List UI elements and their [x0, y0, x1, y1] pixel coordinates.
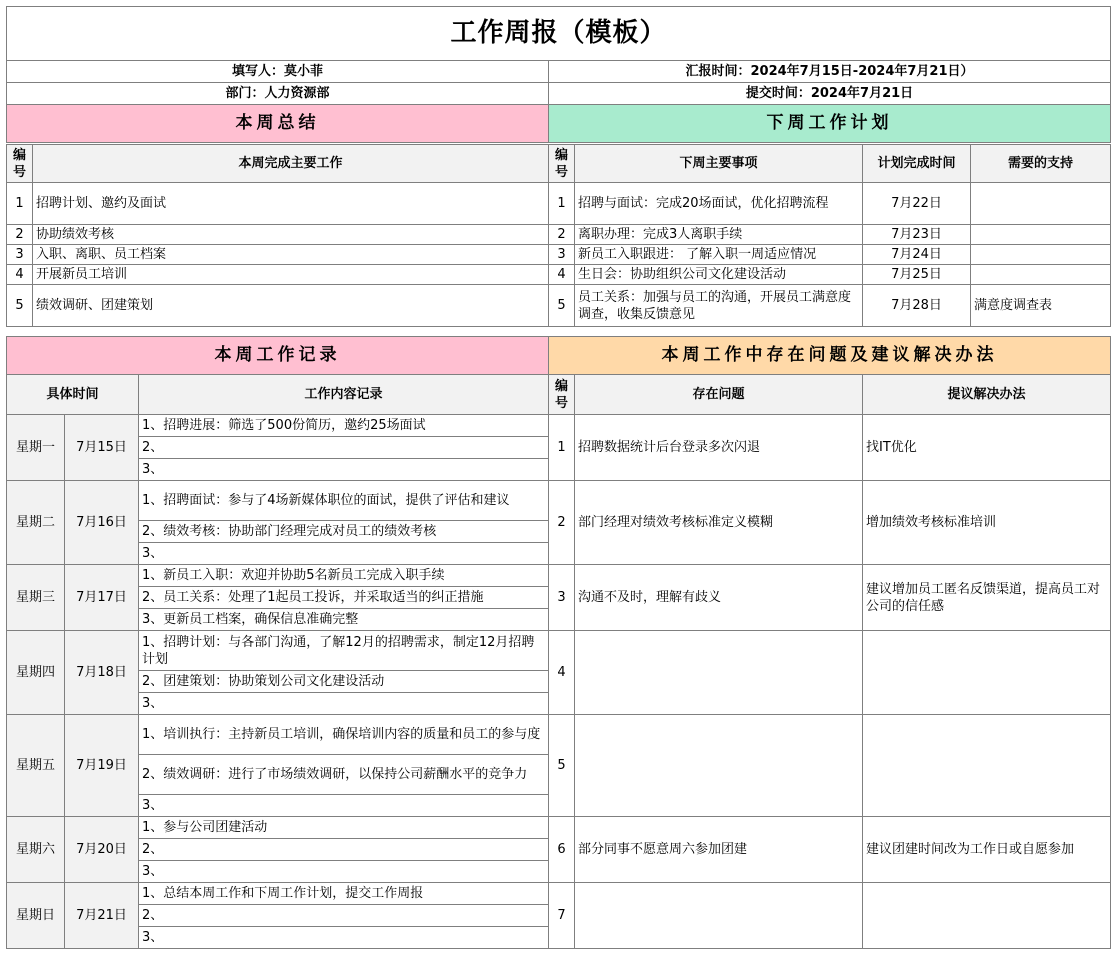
record-day: 星期一: [7, 415, 65, 481]
plan-row-item: 生日会：协助组织公司文化建设活动: [575, 265, 863, 285]
report-period-label: 汇报时间：2024年7月15日-2024年7月21日）: [549, 61, 1111, 83]
next-plan-table: [548, 144, 1111, 327]
writer-label: 填写人：莫小菲: [7, 61, 549, 83]
issues-row-problem: [575, 883, 863, 949]
plan-row-support: [971, 265, 1111, 285]
record-day: 星期四: [7, 631, 65, 715]
summary-row: [7, 245, 549, 265]
summary-row-no: 2: [7, 225, 33, 245]
section-heading-row-2: [6, 336, 1111, 375]
plan-row-time: 7月22日: [863, 183, 971, 225]
issues-row-problem: 部分同事不愿意周六参加团建: [575, 817, 863, 883]
issues-row-solution: [863, 883, 1111, 949]
record-date: 7月16日: [65, 481, 139, 565]
summary-row-work: 入职、离职、员工档案: [33, 245, 549, 265]
record-item: 3、: [139, 543, 549, 565]
summary-row: [7, 265, 549, 285]
issues-row-problem: 沟通不及时，理解有歧义: [575, 565, 863, 631]
issues-row-no: 7: [549, 883, 575, 949]
record-day: 星期日: [7, 883, 65, 949]
record-item: 1、总结本周工作和下周工作计划，提交工作周报: [139, 883, 549, 905]
record-date: 7月19日: [65, 715, 139, 817]
plan-row-no: 1: [549, 183, 575, 225]
report-header-table: [6, 6, 1111, 143]
plan-row-support: [971, 183, 1111, 225]
plan-row-support: 满意度调查表: [971, 285, 1111, 327]
section-record-heading: 本周工作记录: [7, 337, 549, 375]
issues-row: [549, 481, 1111, 565]
plan-row: [549, 265, 1111, 285]
plan-row-no: 3: [549, 245, 575, 265]
record-day: 星期二: [7, 481, 65, 565]
plan-row-time: 7月24日: [863, 245, 971, 265]
plan-row: [549, 245, 1111, 265]
summary-row: [7, 285, 549, 327]
record-item: 3、: [139, 459, 549, 481]
issues-row-problem: 招聘数据统计后台登录多次闪退: [575, 415, 863, 481]
plan-row-time: 7月28日: [863, 285, 971, 327]
plan-row-item: 员工关系：加强与员工的沟通，开展员工满意度调查，收集反馈意见: [575, 285, 863, 327]
record-date: 7月17日: [65, 565, 139, 631]
record-row: [7, 883, 549, 905]
issues-row: [549, 631, 1111, 715]
work-record-table: [6, 374, 549, 949]
issues-row-no: 2: [549, 481, 575, 565]
issues-row-solution: 找IT优化: [863, 415, 1111, 481]
issues-col-no: 编号: [549, 375, 575, 415]
plan-col-support: 需要的支持: [971, 145, 1111, 183]
plan-row-support: [971, 225, 1111, 245]
record-item: 2、: [139, 839, 549, 861]
issues-row-problem: [575, 631, 863, 715]
record-item: 1、招聘计划：与各部门沟通，了解12月的招聘需求，制定12月招聘计划: [139, 631, 549, 671]
issues-row: [549, 565, 1111, 631]
section-summary-heading: 本周总结: [7, 105, 549, 143]
plan-col-no: 编号: [549, 145, 575, 183]
record-row: [7, 565, 549, 587]
record-date: 7月18日: [65, 631, 139, 715]
record-item: 2、: [139, 437, 549, 459]
issues-row-no: 1: [549, 415, 575, 481]
issues-row-solution: 建议团建时间改为工作日或自愿参加: [863, 817, 1111, 883]
plan-row-item: 离职办理：完成3人离职手续: [575, 225, 863, 245]
record-item: 2、员工关系：处理了1起员工投诉，并采取适当的纠正措施: [139, 587, 549, 609]
record-item: 3、: [139, 861, 549, 883]
record-row: [7, 415, 549, 437]
issues-row: [549, 415, 1111, 481]
issues-row-no: 6: [549, 817, 575, 883]
plan-row-no: 2: [549, 225, 575, 245]
issues-row-solution: [863, 631, 1111, 715]
record-item: 2、: [139, 905, 549, 927]
record-row: [7, 715, 549, 755]
summary-table: [6, 144, 549, 327]
issues-col-solution: 提议解决办法: [863, 375, 1111, 415]
summary-row-no: 4: [7, 265, 33, 285]
issues-row-no: 5: [549, 715, 575, 817]
record-item: 1、新员工入职：欢迎并协助5名新员工完成入职手续: [139, 565, 549, 587]
record-date: 7月21日: [65, 883, 139, 949]
issues-row: [549, 715, 1111, 817]
record-item: 1、招聘进展：筛选了500份简历，邀约25场面试: [139, 415, 549, 437]
report-title: 工作周报（模板）: [7, 7, 1111, 61]
plan-row-support: [971, 245, 1111, 265]
issues-row-solution: 增加绩效考核标准培训: [863, 481, 1111, 565]
issues-row-problem: 部门经理对绩效考核标准定义模糊: [575, 481, 863, 565]
summary-row: [7, 183, 549, 225]
summary-row-no: 3: [7, 245, 33, 265]
record-item: 2、绩效考核：协助部门经理完成对员工的绩效考核: [139, 521, 549, 543]
plan-row-no: 5: [549, 285, 575, 327]
record-item: 3、: [139, 693, 549, 715]
plan-row: [549, 285, 1111, 327]
plan-col-item: 下周主要事项: [575, 145, 863, 183]
record-row: [7, 817, 549, 839]
record-row: [7, 481, 549, 521]
plan-row-no: 4: [549, 265, 575, 285]
record-item: 2、团建策划：协助策划公司文化建设活动: [139, 671, 549, 693]
record-day: 星期五: [7, 715, 65, 817]
plan-row-time: 7月25日: [863, 265, 971, 285]
issues-row-problem: [575, 715, 863, 817]
record-day: 星期三: [7, 565, 65, 631]
record-item: 1、培训执行：主持新员工培训，确保培训内容的质量和员工的参与度: [139, 715, 549, 755]
record-item: 3、: [139, 795, 549, 817]
record-date: 7月20日: [65, 817, 139, 883]
issues-col-problem: 存在问题: [575, 375, 863, 415]
record-item: 1、招聘面试：参与了4场新媒体职位的面试，提供了评估和建议: [139, 481, 549, 521]
record-item: 2、绩效调研：进行了市场绩效调研，以保持公司薪酬水平的竞争力: [139, 755, 549, 795]
issues-row-no: 4: [549, 631, 575, 715]
summary-row-work: 开展新员工培训: [33, 265, 549, 285]
record-item: 1、参与公司团建活动: [139, 817, 549, 839]
issues-table: [548, 374, 1111, 949]
plan-row-item: 新员工入职跟进： 了解入职一周适应情况: [575, 245, 863, 265]
summary-row-no: 1: [7, 183, 33, 225]
issues-row: [549, 883, 1111, 949]
summary-row-no: 5: [7, 285, 33, 327]
plan-row: [549, 183, 1111, 225]
record-item: 3、: [139, 927, 549, 949]
summary-row-work: 招聘计划、邀约及面试: [33, 183, 549, 225]
issues-row-no: 3: [549, 565, 575, 631]
record-col-content: 工作内容记录: [139, 375, 549, 415]
summary-col-no: 编号: [7, 145, 33, 183]
issues-row-solution: 建议增加员工匿名反馈渠道，提高员工对公司的信任感: [863, 565, 1111, 631]
issues-row-solution: [863, 715, 1111, 817]
record-col-time: 具体时间: [7, 375, 139, 415]
issues-row: [549, 817, 1111, 883]
department-label: 部门：人力资源部: [7, 83, 549, 105]
plan-row-item: 招聘与面试：完成20场面试，优化招聘流程: [575, 183, 863, 225]
plan-row-time: 7月23日: [863, 225, 971, 245]
record-date: 7月15日: [65, 415, 139, 481]
summary-col-work: 本周完成主要工作: [33, 145, 549, 183]
summary-row-work: 协助绩效考核: [33, 225, 549, 245]
section-next-plan-heading: 下周工作计划: [549, 105, 1111, 143]
plan-row: [549, 225, 1111, 245]
record-item: 3、更新员工档案，确保信息准确完整: [139, 609, 549, 631]
section-issues-heading: 本周工作中存在问题及建议解决办法: [549, 337, 1111, 375]
record-row: [7, 631, 549, 671]
submit-time-label: 提交时间：2024年7月21日: [549, 83, 1111, 105]
record-day: 星期六: [7, 817, 65, 883]
summary-row: [7, 225, 549, 245]
plan-col-time: 计划完成时间: [863, 145, 971, 183]
summary-row-work: 绩效调研、团建策划: [33, 285, 549, 327]
